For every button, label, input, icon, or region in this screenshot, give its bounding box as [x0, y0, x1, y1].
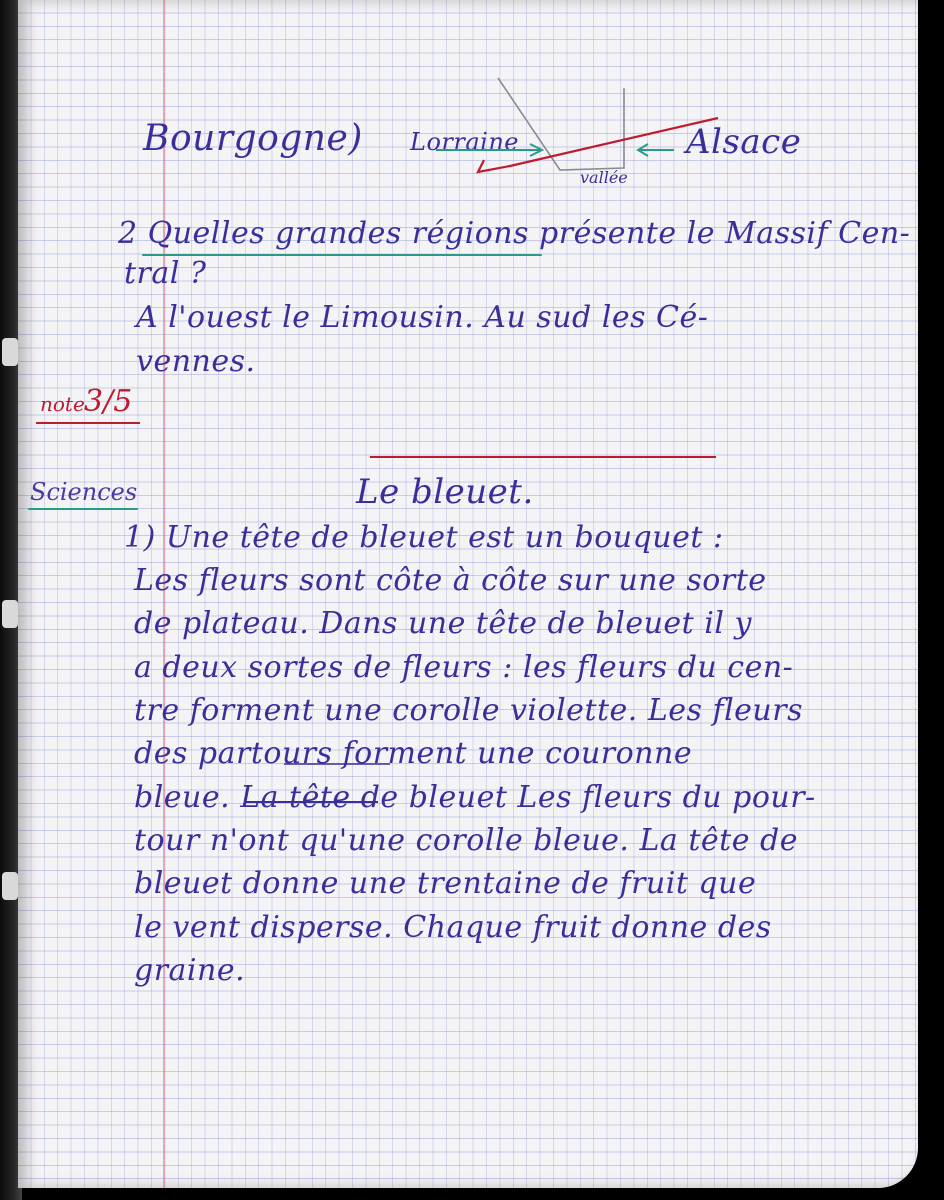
lesson-title: Le bleuet.: [356, 472, 534, 512]
lesson-line: des partours forment une couronne: [134, 736, 693, 771]
question-line-2: tral ?: [124, 256, 207, 291]
answer-line-1: A l'ouest le Limousin. Au sud les Cé-: [136, 300, 709, 335]
answer-line-2: vennes.: [136, 344, 256, 379]
lesson-line: a deux sortes de fleurs : les fleurs du cen-: [134, 650, 794, 685]
lesson-line: 1) Une tête de bleuet est un bouquet :: [124, 520, 724, 555]
lesson-line: bleue. La tête de bleuet Les fleurs du pour-: [134, 780, 816, 815]
geo-bourgogne: Bourgogne): [143, 118, 363, 159]
grade-label: note: [40, 392, 85, 416]
lesson-line: bleuet donne une trentaine de fruit que: [134, 866, 757, 901]
lesson-line: graine.: [134, 953, 246, 988]
geo-lorraine: Lorraine: [410, 128, 519, 156]
strikethrough-marks: [18, 0, 918, 1188]
binding-hole: [2, 872, 18, 900]
notebook-sheet: [18, 0, 918, 1188]
grade-value: 3/5: [84, 384, 133, 419]
lesson-line: le vent disperse. Chaque fruit donne des: [134, 910, 772, 945]
lesson-line: Les fleurs sont côte à côte sur une sorte: [134, 563, 767, 598]
lesson-line: tour n'ont qu'une corolle bleue. La tête de: [134, 823, 798, 858]
subject-label: Sciences: [30, 478, 138, 506]
lesson-line: de plateau. Dans une tête de bleuet il y: [134, 606, 752, 641]
binding-hole: [2, 600, 18, 628]
lesson-line: tre forment une corolle violette. Les fleurs: [134, 693, 803, 728]
binding-hole: [2, 338, 18, 366]
geo-vallee: vallée: [580, 168, 628, 187]
geo-alsace: Alsace: [686, 122, 802, 162]
question-line-1: 2 Quelles grandes régions présente le Massif Cen-: [118, 216, 911, 251]
